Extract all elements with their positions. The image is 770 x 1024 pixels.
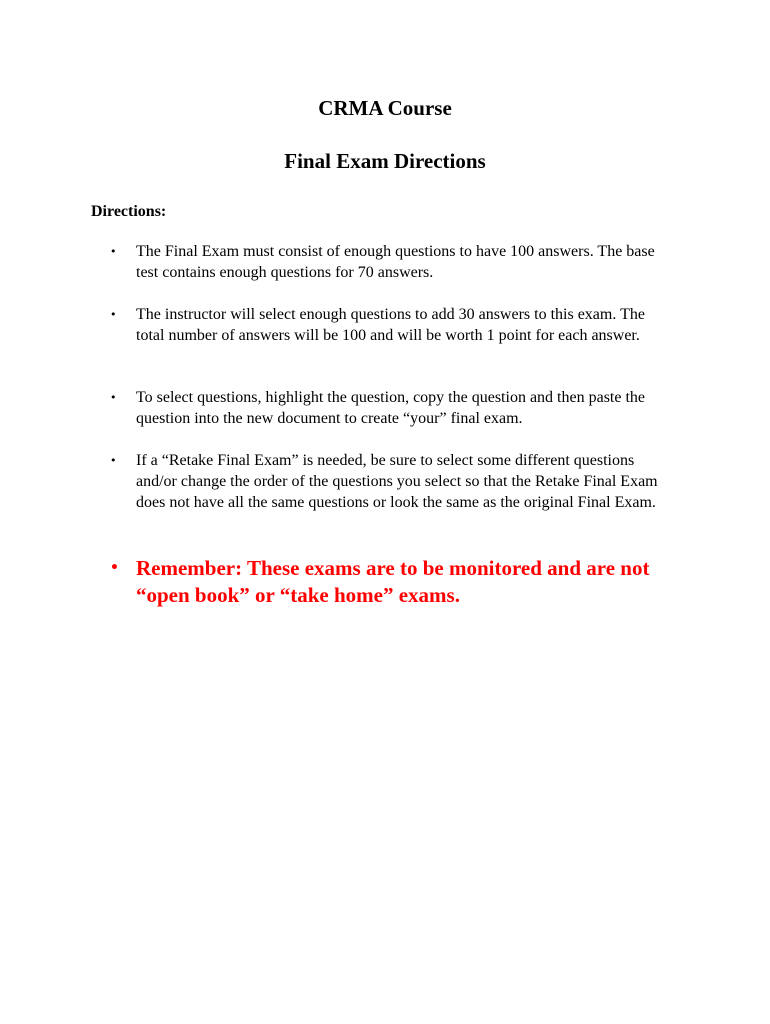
- reminder-text: Remember: These exams are to be monitored and are not “open book” or “take home” exams.: [136, 556, 650, 607]
- bullet-icon: •: [110, 454, 117, 467]
- section-label: Directions:: [91, 203, 167, 220]
- list-item-text: The instructor will select enough questions to add 30 answers to this exam. The total number of answers will be 100 and will be worth 1 point for each answer.: [136, 306, 645, 344]
- bullet-icon: •: [110, 560, 119, 576]
- list-item: [110, 305, 670, 347]
- document-title: CRMA Course: [318, 96, 452, 120]
- reminder-item: [110, 555, 670, 609]
- list-item: [110, 242, 670, 284]
- bullet-icon: •: [110, 245, 117, 258]
- list-item: [110, 451, 670, 513]
- bullet-icon: •: [110, 308, 117, 321]
- bullet-icon: •: [110, 391, 117, 404]
- list-item-text: The Final Exam must consist of enough questions to have 100 answers. The base test contains enough questions for 70 answers.: [136, 243, 655, 281]
- document-subtitle: Final Exam Directions: [284, 149, 486, 173]
- list-item-text: To select questions, highlight the question, copy the question and then paste the question into the new document to create “your” final exam.: [136, 389, 646, 427]
- list-item-text: If a “Retake Final Exam” is needed, be sure to select some different questions and/or change the order of the questions you select so that the Retake Final Exam does not have all the same questions or look the same as the original Final Exam.: [136, 452, 658, 511]
- list-item: [110, 388, 670, 430]
